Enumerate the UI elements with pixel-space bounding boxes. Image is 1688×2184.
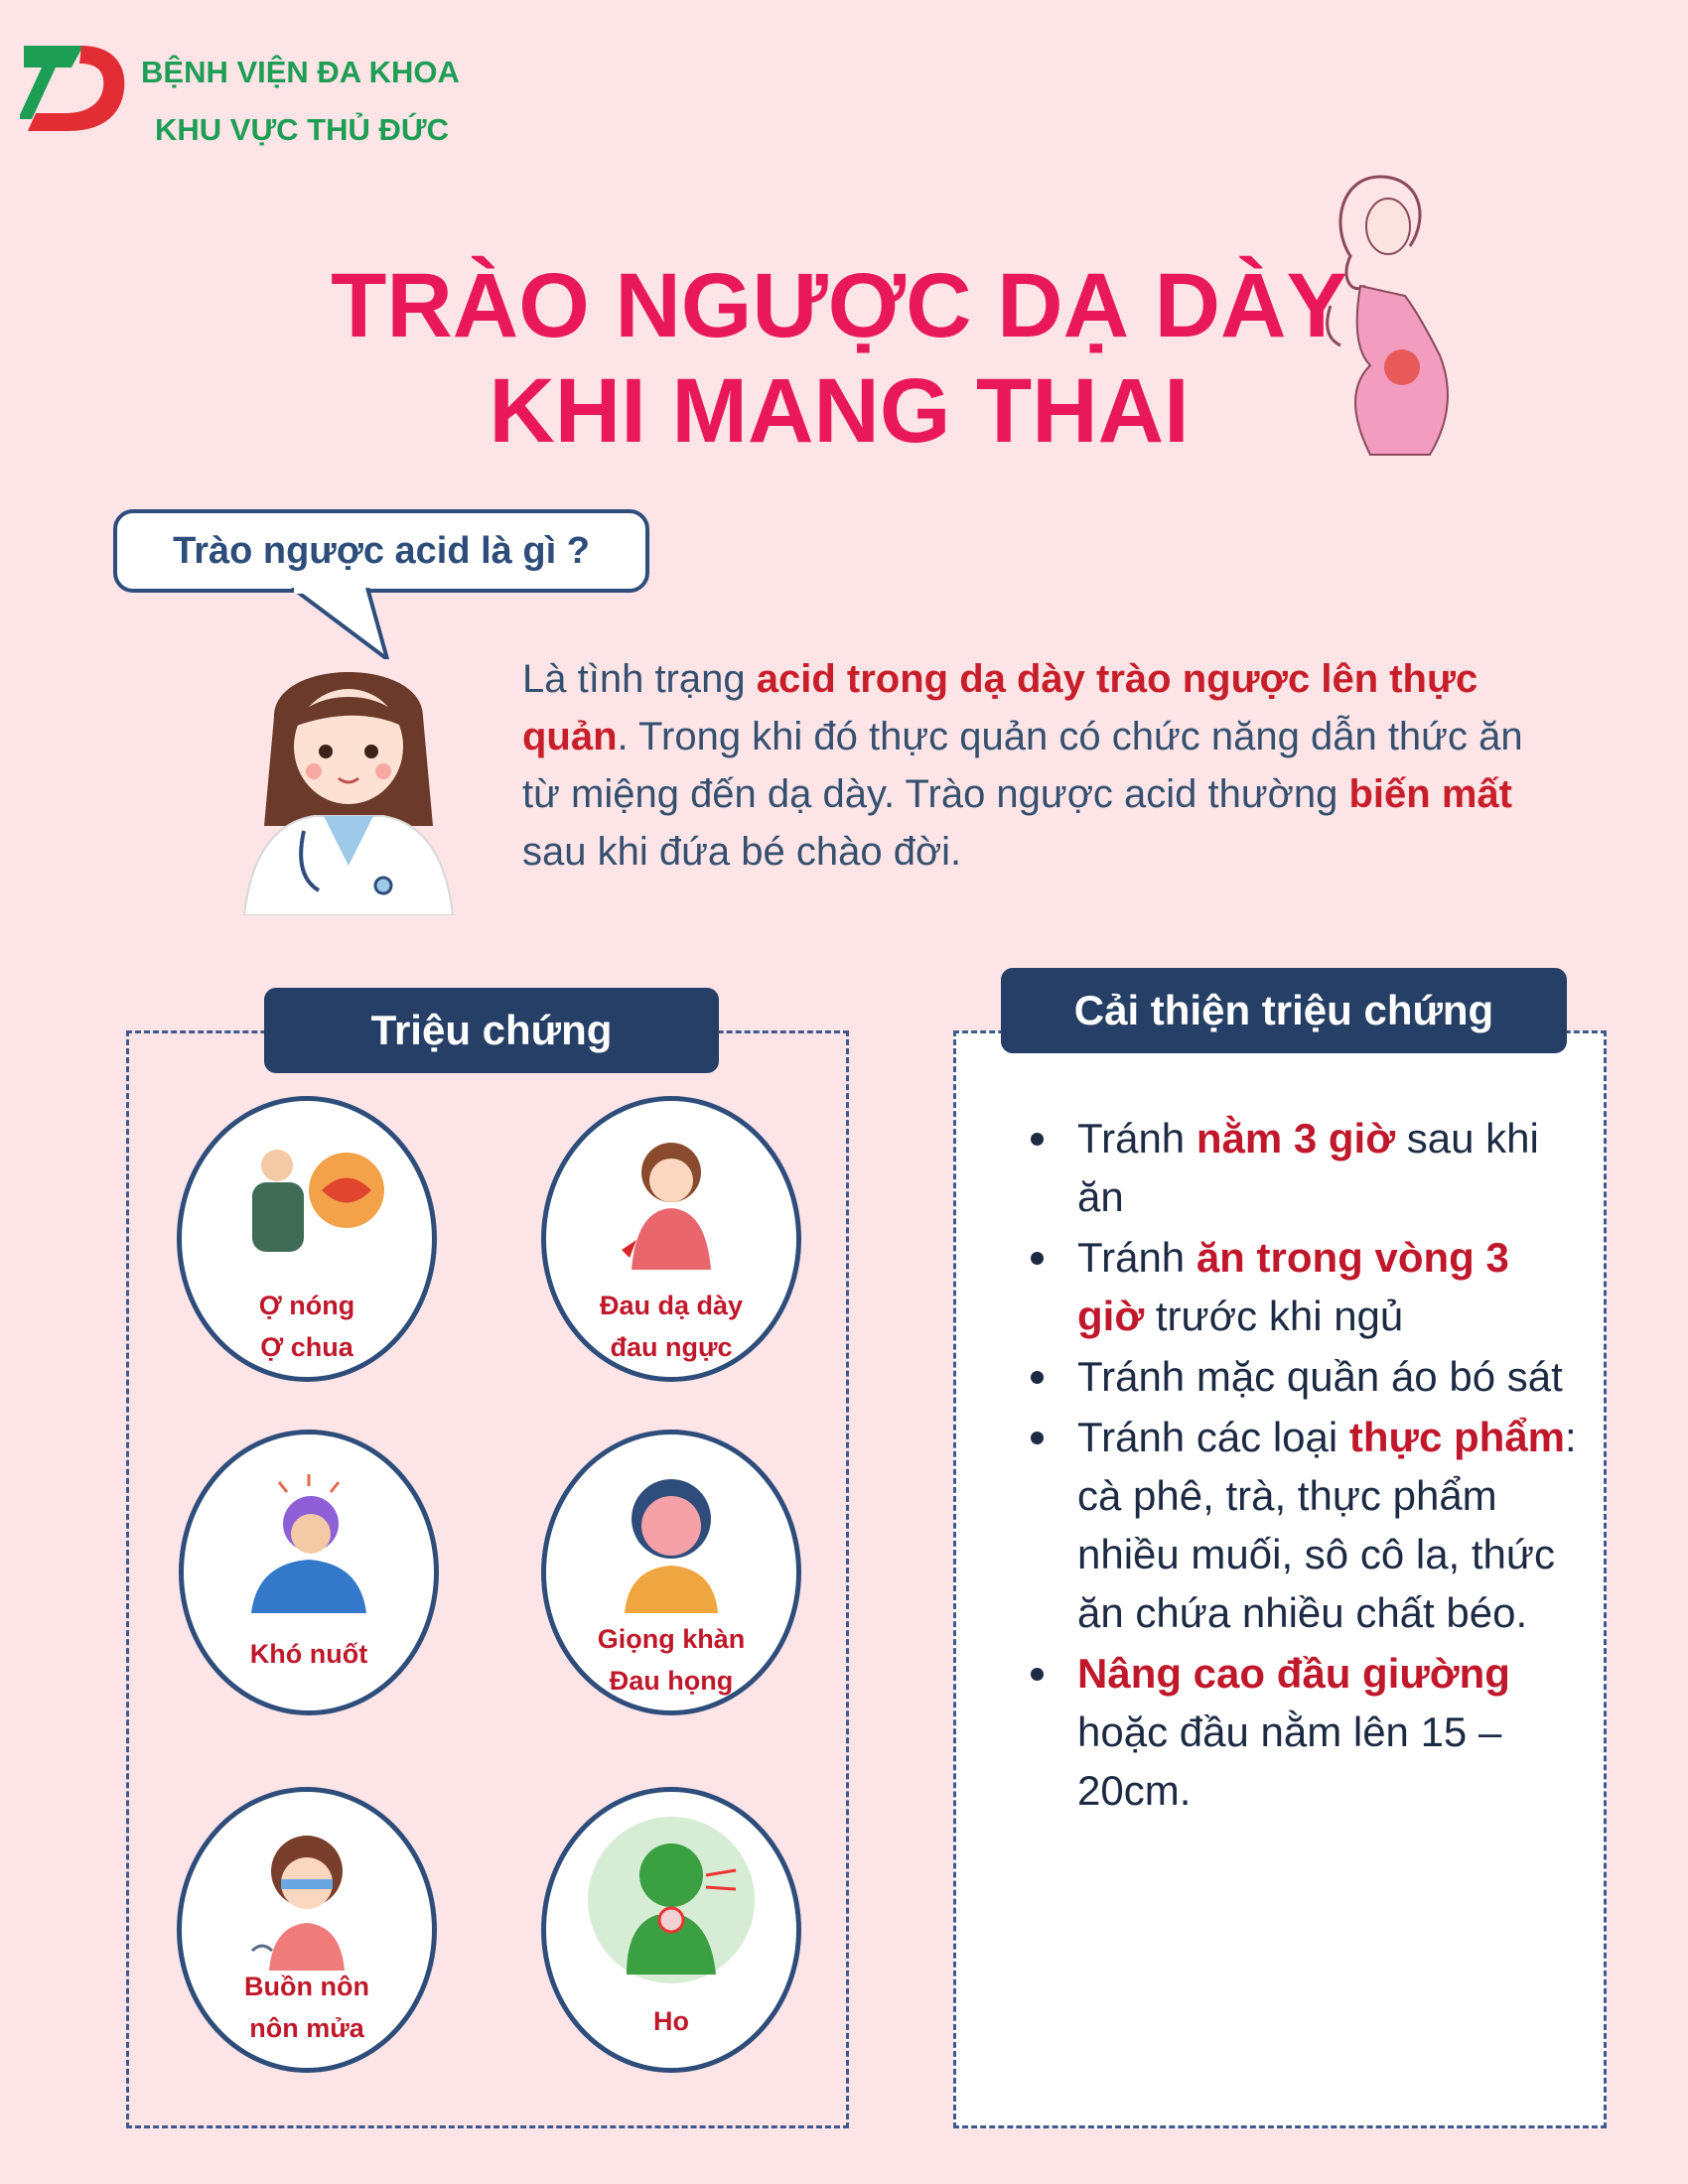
symptom-sore-throat bbox=[541, 1430, 801, 1715]
heartburn-icon bbox=[222, 1141, 391, 1270]
item-text: sau khi ăn bbox=[1077, 1115, 1539, 1220]
item-highlight: ăn trong vòng 3 giờ bbox=[1077, 1234, 1509, 1339]
improve-list bbox=[1023, 1109, 1579, 1822]
item-highlight: nằm 3 giờ bbox=[1196, 1115, 1396, 1161]
intro-text-1: Là tình trạng bbox=[522, 657, 757, 701]
intro-paragraph bbox=[522, 650, 1535, 881]
cough-icon bbox=[587, 1816, 756, 1984]
page-title bbox=[328, 253, 1350, 464]
symptom-label bbox=[182, 1285, 432, 1368]
bubble-tail bbox=[288, 588, 397, 659]
symptom-line1: Đau dạ dày bbox=[599, 1291, 744, 1320]
symptom-label bbox=[546, 1618, 796, 1702]
sore-throat-icon bbox=[617, 1474, 726, 1613]
symptom-line1: Giọng khàn bbox=[597, 1624, 746, 1654]
list-item bbox=[1023, 1408, 1579, 1642]
list-item bbox=[1023, 1644, 1579, 1820]
stomach-pain-icon bbox=[612, 1141, 731, 1270]
symptom-line1: Buồn nôn bbox=[244, 1972, 369, 2001]
hospital-name-line1: BỆNH VIỆN ĐA KHOA bbox=[141, 55, 460, 89]
symptom-line2: Đau họng bbox=[609, 1666, 734, 1696]
list-item bbox=[1023, 1347, 1579, 1406]
symptom-heartburn bbox=[177, 1096, 437, 1382]
intro-text-3: sau khi đứa bé chào đời. bbox=[522, 830, 962, 874]
item-text: Tránh mặc quần áo bó sát bbox=[1077, 1353, 1563, 1400]
symptom-swallow bbox=[179, 1430, 439, 1715]
symptom-line2: Ợ chua bbox=[260, 1332, 353, 1362]
item-text: Tránh bbox=[1077, 1234, 1196, 1281]
list-item bbox=[1023, 1228, 1579, 1345]
improve-heading: Cải thiện triệu chứng bbox=[1001, 968, 1567, 1053]
question-text: Trào ngược acid là gì ? bbox=[173, 530, 590, 572]
title-line2: KHI MANG THAI bbox=[489, 360, 1190, 462]
symptom-nausea bbox=[177, 1787, 437, 2073]
swallow-difficulty-icon bbox=[239, 1474, 378, 1613]
nausea-icon bbox=[247, 1832, 366, 1971]
item-text: trước khi ngủ bbox=[1144, 1293, 1404, 1339]
list-item bbox=[1023, 1109, 1579, 1226]
symptom-cough bbox=[541, 1787, 801, 2073]
symptom-line2: nôn mửa bbox=[249, 2013, 364, 2043]
item-highlight: thực phẩm bbox=[1348, 1414, 1566, 1460]
intro-highlight-2: biến mất bbox=[1348, 772, 1512, 816]
symptom-line1: Ợ nóng bbox=[258, 1291, 355, 1320]
pregnant-woman-illustration bbox=[1311, 167, 1470, 465]
hospital-name bbox=[141, 44, 460, 159]
hospital-name-line2: KHU VỰC THỦ ĐỨC bbox=[155, 112, 449, 147]
symptoms-heading: Triệu chứng bbox=[264, 988, 719, 1073]
symptom-stomach-pain bbox=[541, 1096, 801, 1382]
symptom-line1: Ho bbox=[653, 2006, 689, 2036]
symptom-label bbox=[184, 1633, 434, 1675]
item-text: hoặc đầu nằm lên 15 – 20cm. bbox=[1077, 1708, 1502, 1814]
td-logo-icon bbox=[20, 38, 129, 137]
intro-highlight-1: acid trong dạ dày trào ngược lên thực quản bbox=[522, 657, 1478, 758]
title-line1: TRÀO NGƯỢC DẠ DÀY bbox=[331, 255, 1347, 356]
doctor-illustration bbox=[234, 657, 463, 915]
item-text: Tránh các loại bbox=[1077, 1414, 1349, 1460]
item-text: : cà phê, trà, thực phẩm nhiều muối, sô cô la, thức ăn chứa nhiều chất béo. bbox=[1077, 1414, 1577, 1636]
symptom-label bbox=[182, 1966, 432, 2049]
symptom-line1: Khó nuốt bbox=[249, 1639, 368, 1669]
symptom-label bbox=[546, 1285, 796, 1368]
symptom-label bbox=[546, 2000, 796, 2042]
item-text: Tránh bbox=[1077, 1115, 1196, 1161]
item-highlight: Nâng cao đầu giường bbox=[1077, 1650, 1510, 1697]
symptom-line2: đau ngực bbox=[610, 1332, 733, 1362]
intro-text-2: . Trong khi đó thực quản có chức năng dẫn thức ăn từ miệng đến dạ dày. Trào ngược acid thường bbox=[522, 715, 1523, 816]
